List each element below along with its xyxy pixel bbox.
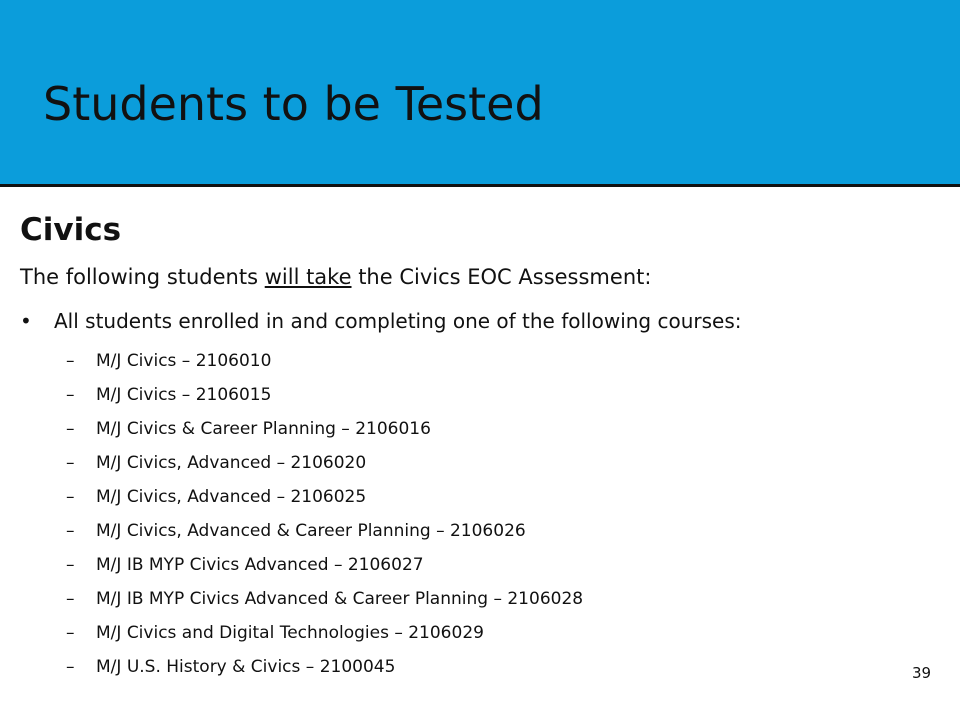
course-text: M/J Civics – 2106010 [96, 351, 272, 371]
dash-marker: – [66, 521, 75, 541]
intro-text-after: the Civics EOC Assessment: [351, 265, 652, 289]
intro-text-emphasis: will take [264, 265, 352, 289]
dash-marker: – [66, 351, 75, 371]
course-text: M/J U.S. History & Civics – 2100045 [96, 657, 396, 677]
dash-marker: – [66, 555, 75, 575]
course-text: M/J IB MYP Civics Advanced – 2106027 [96, 555, 424, 575]
intro-text-before: The following students [20, 265, 265, 289]
title-banner [0, 0, 960, 184]
course-text: M/J Civics & Career Planning – 2106016 [96, 419, 431, 439]
course-text: M/J Civics, Advanced & Career Planning – 2106026 [96, 521, 526, 541]
dash-marker: – [66, 385, 75, 405]
course-text: M/J Civics and Digital Technologies – 2106029 [96, 623, 484, 643]
title-divider [0, 184, 960, 187]
course-text: M/J Civics – 2106015 [96, 385, 272, 405]
course-text: M/J Civics, Advanced – 2106020 [96, 453, 367, 473]
bullet-marker: • [20, 309, 32, 333]
slide-title: Students to be Tested [43, 77, 544, 131]
dash-marker: – [66, 419, 75, 439]
intro-text [20, 260, 651, 294]
dash-marker: – [66, 453, 75, 473]
dash-marker: – [66, 623, 75, 643]
course-text: M/J IB MYP Civics Advanced & Career Planning – 2106028 [96, 589, 584, 609]
bullet-text: All students enrolled in and completing one of the following courses: [54, 309, 742, 333]
dash-marker: – [66, 657, 75, 677]
dash-marker: – [66, 487, 75, 507]
page-number: 39 [912, 664, 932, 682]
section-heading: Civics [20, 212, 122, 248]
dash-marker: – [66, 589, 75, 609]
course-text: M/J Civics, Advanced – 2106025 [96, 487, 367, 507]
